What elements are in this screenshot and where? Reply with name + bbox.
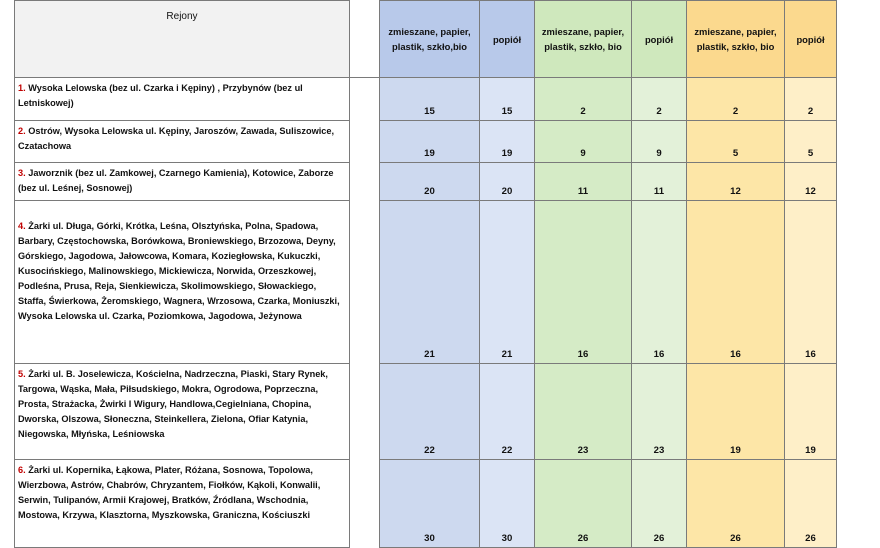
value-cell: 20 [380,163,480,201]
row-streets: Żarki ul. Długa, Górki, Krótka, Leśna, Olsztyńska, Polna, Spadowa, Barbary, Częstochowska, Borówkowa, Broniewskiego, Brzozowa, Deyny, Górskiego, Jagodowa, Jałowcowa, Komara, Koziegłowska, Kukuczki, Kusocińskiego, Malinowskiego, Mickiewicza, Norwida, Orzeszkowej, Podleśna, Prusa, Reja, Sienkiewicza, Skolimowskiego, Słowackiego, Staffa, Świerkowa, Żeromskiego, Wagnera, Wrzosowa, Czarka, Moniuszki, Wysoka Lelowska ul. Czarka, Poziomkowa, Jagodowa, Jeżynowa [18,221,340,321]
header-col-5: zmieszane, papier, plastik, szkło, bio [687,1,785,78]
value-cell: 19 [687,364,785,460]
value-cell: 11 [535,163,632,201]
row-streets: Żarki ul. B. Joselewicza, Kościelna, Nadrzeczna, Piaski, Stary Rynek, Targowa, Wąska, Mała, Piłsudskiego, Mokra, Ogrodowa, Poprzeczna, Prosta, Strażacka, Żwirki I Wigury, Handlowa,Cegielniana, Chopina, Dworska, Olszowa, Słoneczna, Steinkellera, Zielona, Ofiar Katynia, Niegowska, Młyńska, Leśniowska [18,369,328,439]
row-number: 5. [18,369,26,379]
header-col-2: popiół [480,1,535,78]
header-col-3: zmieszane, papier, plastik, szkło, bio [535,1,632,78]
value-cell: 5 [687,121,785,163]
value-cell: 22 [480,364,535,460]
value-cell: 22 [380,364,480,460]
row-description [15,460,350,548]
value-cell: 21 [380,201,480,364]
value-cell: 23 [535,364,632,460]
value-cell: 26 [632,460,687,548]
value-cell: 30 [480,460,535,548]
value-cell: 19 [785,364,837,460]
table-row [15,364,837,460]
value-cell: 16 [535,201,632,364]
value-cell: 20 [480,163,535,201]
table-row [15,201,837,364]
row-number: 2. [18,126,26,136]
row-description [15,163,350,201]
value-cell: 16 [632,201,687,364]
header-gap [350,1,380,78]
row-number: 6. [18,465,26,475]
value-cell: 15 [480,78,535,121]
row-description [15,364,350,460]
value-cell: 9 [632,121,687,163]
row-streets: Wysoka Lelowska (bez ul. Czarka i Kępiny) , Przybynów (bez ul Letniskowej) [18,83,303,108]
header-col-1: zmieszane, papier, plastik, szkło,bio [380,1,480,78]
row-streets: Żarki ul. Kopernika, Łąkowa, Plater, Różana, Sosnowa, Topolowa, Wierzbowa, Astrów, Chabrów, Chryzantem, Fiołków, Kąkoli, Konwalii, Serwin, Tulipanów, Armii Krajowej, Bratków, Źródlana, Wschodnia, Mostowa, Krzywa, Klasztorna, Myszkowska, Graniczna, Kościuszki [18,465,321,520]
row-number: 3. [18,168,26,178]
value-cell: 2 [785,78,837,121]
schedule-table [14,0,837,548]
value-cell: 23 [632,364,687,460]
value-cell: 16 [785,201,837,364]
value-cell: 2 [535,78,632,121]
row-number: 4. [18,221,26,231]
row-description [15,201,350,364]
table-row [15,460,837,548]
value-cell: 30 [380,460,480,548]
value-cell: 9 [535,121,632,163]
row-streets: Jaworznik (bez ul. Zamkowej, Czarnego Kamienia), Kotowice, Zaborze (bez ul. Leśnej, Sosnowej) [18,168,334,193]
header-row [15,1,837,78]
header-rejony: Rejony [15,1,350,78]
row-description [15,121,350,163]
row-streets: Ostrów, Wysoka Lelowska ul. Kępiny, Jaroszów, Zawada, Suliszowice, Czatachowa [18,126,335,151]
value-cell: 5 [785,121,837,163]
value-cell: 12 [785,163,837,201]
value-cell: 26 [687,460,785,548]
table-row [15,78,837,121]
value-cell: 19 [480,121,535,163]
value-cell: 2 [632,78,687,121]
header-col-6: popiół [785,1,837,78]
value-cell: 15 [380,78,480,121]
row-description [15,78,350,121]
row-number: 1. [18,83,26,93]
value-cell: 16 [687,201,785,364]
value-cell: 12 [687,163,785,201]
table-row [15,163,837,201]
value-cell: 26 [785,460,837,548]
header-col-4: popiół [632,1,687,78]
table-row [15,121,837,163]
value-cell: 11 [632,163,687,201]
value-cell: 26 [535,460,632,548]
value-cell: 19 [380,121,480,163]
value-cell: 2 [687,78,785,121]
value-cell: 21 [480,201,535,364]
